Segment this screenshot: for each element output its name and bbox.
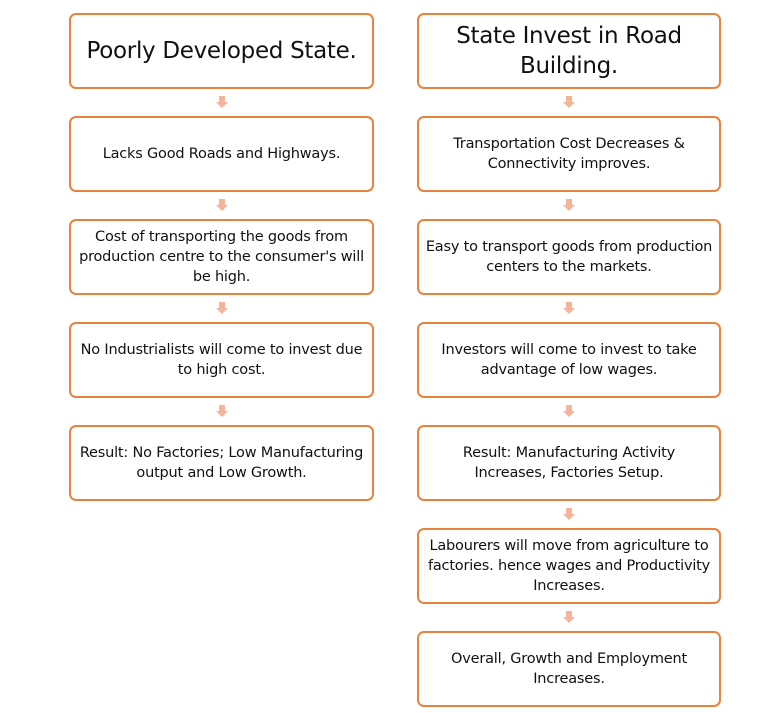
left-title-box	[69, 13, 374, 89]
right-step-text: Result: Manufacturing Activity Increases, Factories Setup.	[462, 445, 676, 481]
left-step-box-4	[69, 425, 374, 501]
down-arrow-icon	[563, 302, 575, 314]
right-step-text: Easy to transport goods from production centers to the markets.	[425, 239, 713, 275]
right-step-text: Overall, Growth and Employment Increases.	[451, 651, 687, 687]
right-step-box-6	[417, 631, 721, 707]
right-step-box-1	[417, 116, 721, 192]
left-step-text: Lacks Good Roads and Highways.	[102, 146, 341, 162]
right-step-text: Investors will come to invest to take advantage of low wages.	[441, 342, 697, 378]
left-step-box-2	[69, 219, 374, 295]
right-step-box-4	[417, 425, 721, 501]
down-arrow-icon	[563, 199, 575, 211]
left-step-text: No Industrialists will come to invest due to high cost.	[80, 342, 363, 378]
down-arrow-icon	[216, 302, 228, 314]
right-title-box	[417, 13, 721, 89]
down-arrow-icon	[216, 199, 228, 211]
left-step-box-1	[69, 116, 374, 192]
left-step-text: Result: No Factories; Low Manufacturing output and Low Growth.	[79, 445, 364, 481]
down-arrow-icon	[563, 611, 575, 623]
down-arrow-icon	[563, 508, 575, 520]
right-title: State Invest in Road Building.	[456, 23, 682, 79]
down-arrow-icon	[216, 405, 228, 417]
left-title: Poorly Developed State.	[86, 38, 357, 64]
right-step-box-3	[417, 322, 721, 398]
down-arrow-icon	[563, 405, 575, 417]
right-step-box-5	[417, 528, 721, 604]
down-arrow-icon	[216, 96, 228, 108]
left-step-text: Cost of transporting the goods from production centre to the consumer's will be high.	[79, 229, 364, 285]
down-arrow-icon	[563, 96, 575, 108]
right-step-text: Transportation Cost Decreases & Connectivity improves.	[453, 136, 685, 172]
left-step-box-3	[69, 322, 374, 398]
right-step-box-2	[417, 219, 721, 295]
right-step-text: Labourers will move from agriculture to factories. hence wages and Productivity Increases.	[427, 538, 711, 594]
